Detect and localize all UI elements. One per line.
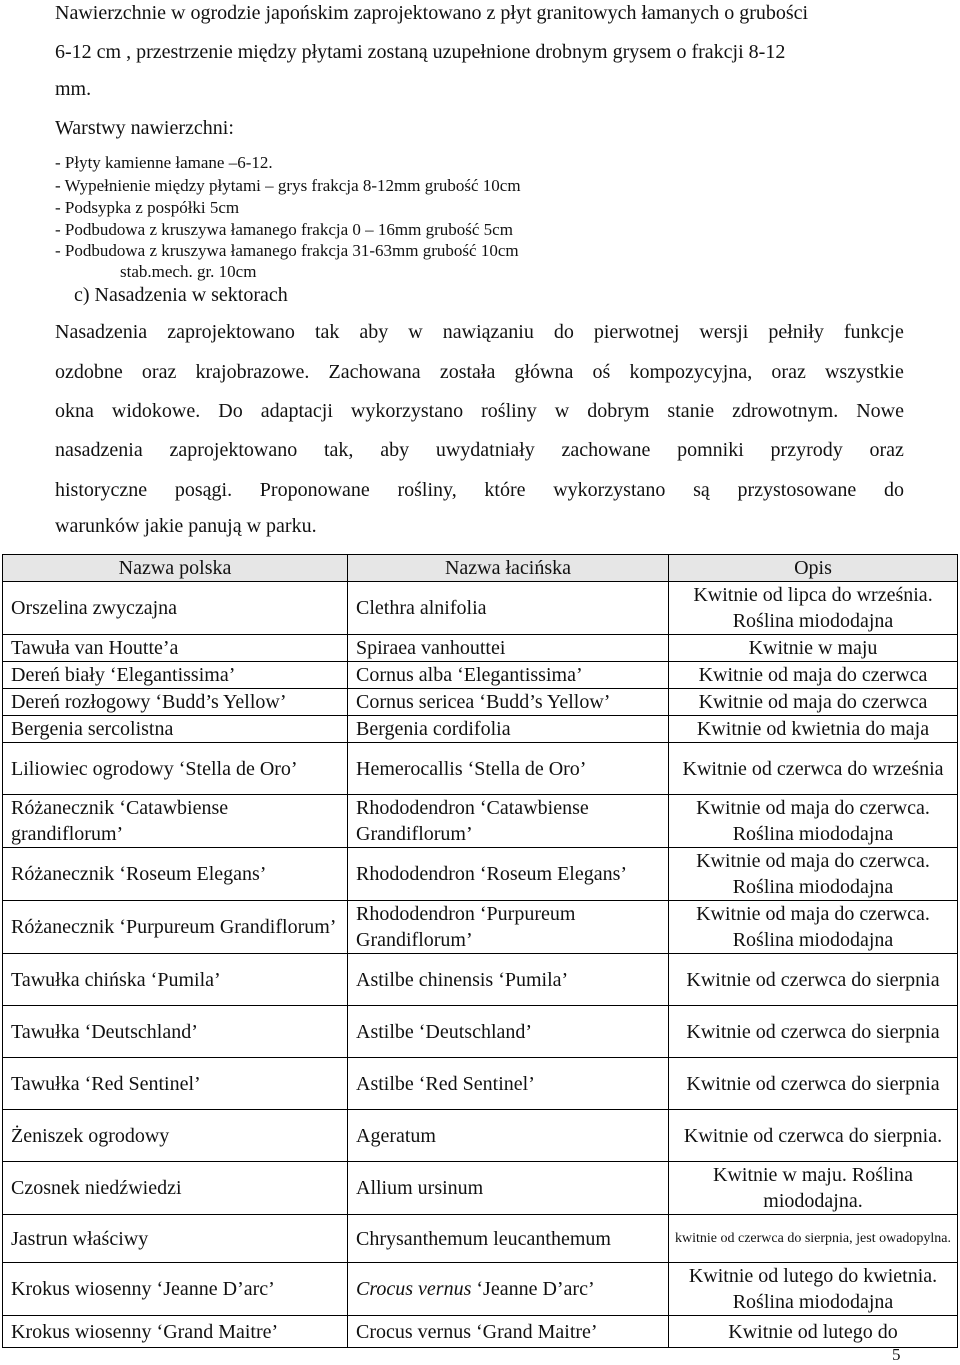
table-row — [3, 1263, 958, 1316]
cell-polish-name: Tawułka ‘Deutschland’ — [3, 1006, 348, 1058]
cell-latin-name: Astilbe ‘Red Sentinel’ — [348, 1058, 669, 1110]
table-row — [3, 1162, 958, 1215]
table-row — [3, 716, 958, 743]
cell-polish-name: Czosnek niedźwiedzi — [3, 1162, 348, 1215]
cell-polish-name: Różanecznik ‘Purpureum Grandiflorum’ — [3, 901, 348, 954]
cell-polish-name: Tawułka ‘Red Sentinel’ — [3, 1058, 348, 1110]
paragraph-last-line: warunków jakie panują w parku. — [55, 515, 317, 537]
table-row — [3, 1006, 958, 1058]
cell-polish-name: Krokus wiosenny ‘Jeanne D’arc’ — [3, 1263, 348, 1316]
paragraph-line — [55, 400, 904, 423]
paragraph-word: Nasadzenia — [55, 321, 148, 343]
paragraph-word: nasadzenia — [55, 439, 143, 461]
paragraph-word: które — [484, 479, 526, 501]
paragraph-word: aby — [359, 321, 389, 343]
cell-description: Kwitnie od lutego do — [669, 1316, 958, 1348]
cell-polish-name: Tawułka chińska ‘Pumila’ — [3, 954, 348, 1006]
table-row — [3, 1110, 958, 1162]
paragraph-word: posągi. — [174, 479, 233, 501]
paragraph-word: funkcje — [843, 321, 904, 343]
paragraph-word: kompozycyjna, — [629, 361, 753, 383]
paragraph-word: zachowane — [561, 439, 651, 461]
paragraph-word: aby — [380, 439, 410, 461]
cell-polish-name: Orszelina zwyczajna — [3, 582, 348, 635]
paragraph-word: Proponowane — [259, 479, 370, 501]
table-row — [3, 662, 958, 689]
cell-latin-name: Cornus alba ‘Elegantissima’ — [348, 662, 669, 689]
cell-latin-name: Rhododendron ‘Catawbiense Grandiflorum’ — [348, 795, 669, 848]
cell-latin-name: Rhododendron ‘Roseum Elegans’ — [348, 848, 669, 901]
cell-description: kwitnie od czerwca do sierpnia, jest owadopylna. — [669, 1215, 958, 1263]
paragraph-word: zaprojektowano — [167, 321, 295, 343]
paragraph-line — [55, 439, 904, 462]
cell-description: Kwitnie od maja do czerwca — [669, 662, 958, 689]
cell-polish-name: Krokus wiosenny ‘Grand Maitre’ — [3, 1316, 348, 1348]
cell-description: Kwitnie w maju — [669, 635, 958, 662]
cell-description: Kwitnie od czerwca do września — [669, 743, 958, 795]
cell-latin-name: Spiraea vanhouttei — [348, 635, 669, 662]
paragraph-word: zdrowotnym. — [732, 400, 839, 422]
layer-item: stab.mech. gr. 10cm — [120, 262, 257, 281]
cell-latin-name: Ageratum — [348, 1110, 669, 1162]
paragraph-word: wykorzystano — [350, 400, 464, 422]
paragraph-line — [55, 321, 904, 344]
paragraph-line — [55, 479, 904, 502]
paragraph-word: ozdobne — [55, 361, 123, 383]
cell-latin-name: Hemerocallis ‘Stella de Oro’ — [348, 743, 669, 795]
table-row — [3, 954, 958, 1006]
cell-description: Kwitnie od lipca do września. Roślina miododajna — [669, 582, 958, 635]
cell-description: Kwitnie w maju. Roślina miododajna. — [669, 1162, 958, 1215]
header-latin-name: Nazwa łacińska — [348, 555, 669, 582]
cell-description: Kwitnie od czerwca do sierpnia — [669, 1006, 958, 1058]
cell-polish-name: Żeniszek ogrodowy — [3, 1110, 348, 1162]
paragraph-word: tak — [314, 321, 340, 343]
intro-line-2: 6-12 cm , przestrzenie między płytami zostaną uzupełnione drobnym grysem o frakcji 8-12 — [55, 41, 786, 63]
cell-description: Kwitnie od lutego do kwietnia. Roślina miododajna — [669, 1263, 958, 1316]
layer-item: - Płyty kamienne łamane –6-12. — [55, 153, 273, 172]
latin-cultivar: ‘Jeanne D’arc’ — [471, 1278, 595, 1300]
cell-description: Kwitnie od maja do czerwca. Roślina miododajna — [669, 795, 958, 848]
paragraph-word: wszystkie — [824, 361, 904, 383]
header-polish-name: Nazwa polska — [3, 555, 348, 582]
paragraph-word: nawiązaniu — [442, 321, 534, 343]
cell-description: Kwitnie od czerwca do sierpnia. — [669, 1110, 958, 1162]
paragraph-word: została — [439, 361, 496, 383]
cell-latin-name: Allium ursinum — [348, 1162, 669, 1215]
intro-line-1: Nawierzchnie w ogrodzie japońskim zaprojektowano z płyt granitowych łamanych o grubości — [55, 2, 809, 24]
paragraph-word: zaprojektowano — [169, 439, 298, 461]
paragraph-line — [55, 361, 904, 384]
paragraph-word: tak, — [324, 439, 354, 461]
table-row — [3, 582, 958, 635]
cell-polish-name: Różanecznik ‘Roseum Elegans’ — [3, 848, 348, 901]
paragraph-word: do — [883, 479, 904, 501]
paragraph-word: w — [408, 321, 423, 343]
table-row — [3, 1058, 958, 1110]
paragraph-word: oraz — [869, 439, 904, 461]
paragraph-word: oś — [592, 361, 611, 383]
table-row — [3, 1316, 958, 1348]
table-row — [3, 1215, 958, 1263]
cell-polish-name: Bergenia sercolistna — [3, 716, 348, 743]
header-description: Opis — [669, 555, 958, 582]
latin-genus-italic: Crocus vernus — [356, 1278, 472, 1300]
paragraph-word: pełniły — [768, 321, 824, 343]
section-heading: c) Nasadzenia w sektorach — [74, 284, 288, 306]
cell-polish-name: Różanecznik ‘Catawbiense grandiflorum’ — [3, 795, 348, 848]
table-row — [3, 635, 958, 662]
paragraph-word: rośliny, — [397, 479, 457, 501]
paragraph-word: przystosowane — [737, 479, 857, 501]
paragraph-word: pomniki — [677, 439, 744, 461]
cell-description: Kwitnie od maja do czerwca. Roślina miododajna — [669, 848, 958, 901]
paragraph-word: wersji — [699, 321, 749, 343]
cell-latin-name: Astilbe chinensis ‘Pumila’ — [348, 954, 669, 1006]
table-row — [3, 901, 958, 954]
paragraph-word: główna — [514, 361, 574, 383]
paragraph-word: krajobrazowe. — [195, 361, 310, 383]
paragraph-word: widokowe. — [111, 400, 201, 422]
paragraph-word: są — [693, 479, 710, 501]
paragraph-word: rośliny — [481, 400, 537, 422]
cell-latin-name: Chrysanthemum leucanthemum — [348, 1215, 669, 1263]
paragraph-word: historyczne — [55, 479, 148, 501]
plants-table — [2, 554, 958, 1348]
cell-description: Kwitnie od czerwca do sierpnia — [669, 1058, 958, 1110]
paragraph-word: adaptacji — [260, 400, 333, 422]
layer-item: - Podsypka z pospółki 5cm — [55, 198, 240, 217]
cell-polish-name: Liliowiec ogrodowy ‘Stella de Oro’ — [3, 743, 348, 795]
cell-polish-name: Dereń rozłogowy ‘Budd’s Yellow’ — [3, 689, 348, 716]
cell-polish-name: Jastrun właściwy — [3, 1215, 348, 1263]
cell-latin-name: Astilbe ‘Deutschland’ — [348, 1006, 669, 1058]
cell-description: Kwitnie od czerwca do sierpnia — [669, 954, 958, 1006]
paragraph-word: uwydatniały — [435, 439, 535, 461]
paragraph-word: Zachowana — [328, 361, 421, 383]
paragraph-word: Do — [218, 400, 243, 422]
cell-polish-name: Tawuła van Houtte’a — [3, 635, 348, 662]
table-row — [3, 795, 958, 848]
cell-description: Kwitnie od maja do czerwca. Roślina miododajna — [669, 901, 958, 954]
table-row — [3, 743, 958, 795]
paragraph-word: przyrody — [770, 439, 843, 461]
cell-latin-name: Clethra alnifolia — [348, 582, 669, 635]
layer-item: - Podbudowa z kruszywa łamanego frakcja 31-63mm grubość 10cm — [55, 241, 519, 260]
paragraph-word: Nowe — [856, 400, 904, 422]
intro-line-4: Warstwy nawierzchni: — [55, 117, 234, 139]
cell-latin-name: Rhododendron ‘Purpureum Grandiflorum’ — [348, 901, 669, 954]
cell-latin-name: Bergenia cordifolia — [348, 716, 669, 743]
paragraph-word: w — [554, 400, 570, 422]
paragraph-word: do — [553, 321, 574, 343]
paragraph-word: oraz — [771, 361, 806, 383]
cell-latin-name — [348, 1263, 669, 1316]
paragraph-word: dobrym — [587, 400, 650, 422]
paragraph-word: oraz — [141, 361, 177, 383]
table-row — [3, 848, 958, 901]
paragraph-word: stanie — [667, 400, 715, 422]
cell-description: Kwitnie od maja do czerwca — [669, 689, 958, 716]
paragraph-word: okna — [55, 400, 94, 422]
layer-item: - Podbudowa z kruszywa łamanego frakcja 0 – 16mm grubość 5cm — [55, 220, 513, 239]
page-number: 5 — [892, 1345, 901, 1364]
cell-latin-name: Crocus vernus ‘Grand Maitre’ — [348, 1316, 669, 1348]
cell-polish-name: Dereń biały ‘Elegantissima’ — [3, 662, 348, 689]
intro-line-3: mm. — [55, 78, 92, 100]
cell-latin-name: Cornus sericea ‘Budd’s Yellow’ — [348, 689, 669, 716]
table-header-row — [3, 555, 958, 582]
cell-description: Kwitnie od kwietnia do maja — [669, 716, 958, 743]
paragraph-word: wykorzystano — [553, 479, 666, 501]
paragraph-word: pierwotnej — [593, 321, 680, 343]
layer-item: - Wypełnienie między płytami – grys frakcja 8-12mm grubość 10cm — [55, 176, 521, 195]
table-row — [3, 689, 958, 716]
